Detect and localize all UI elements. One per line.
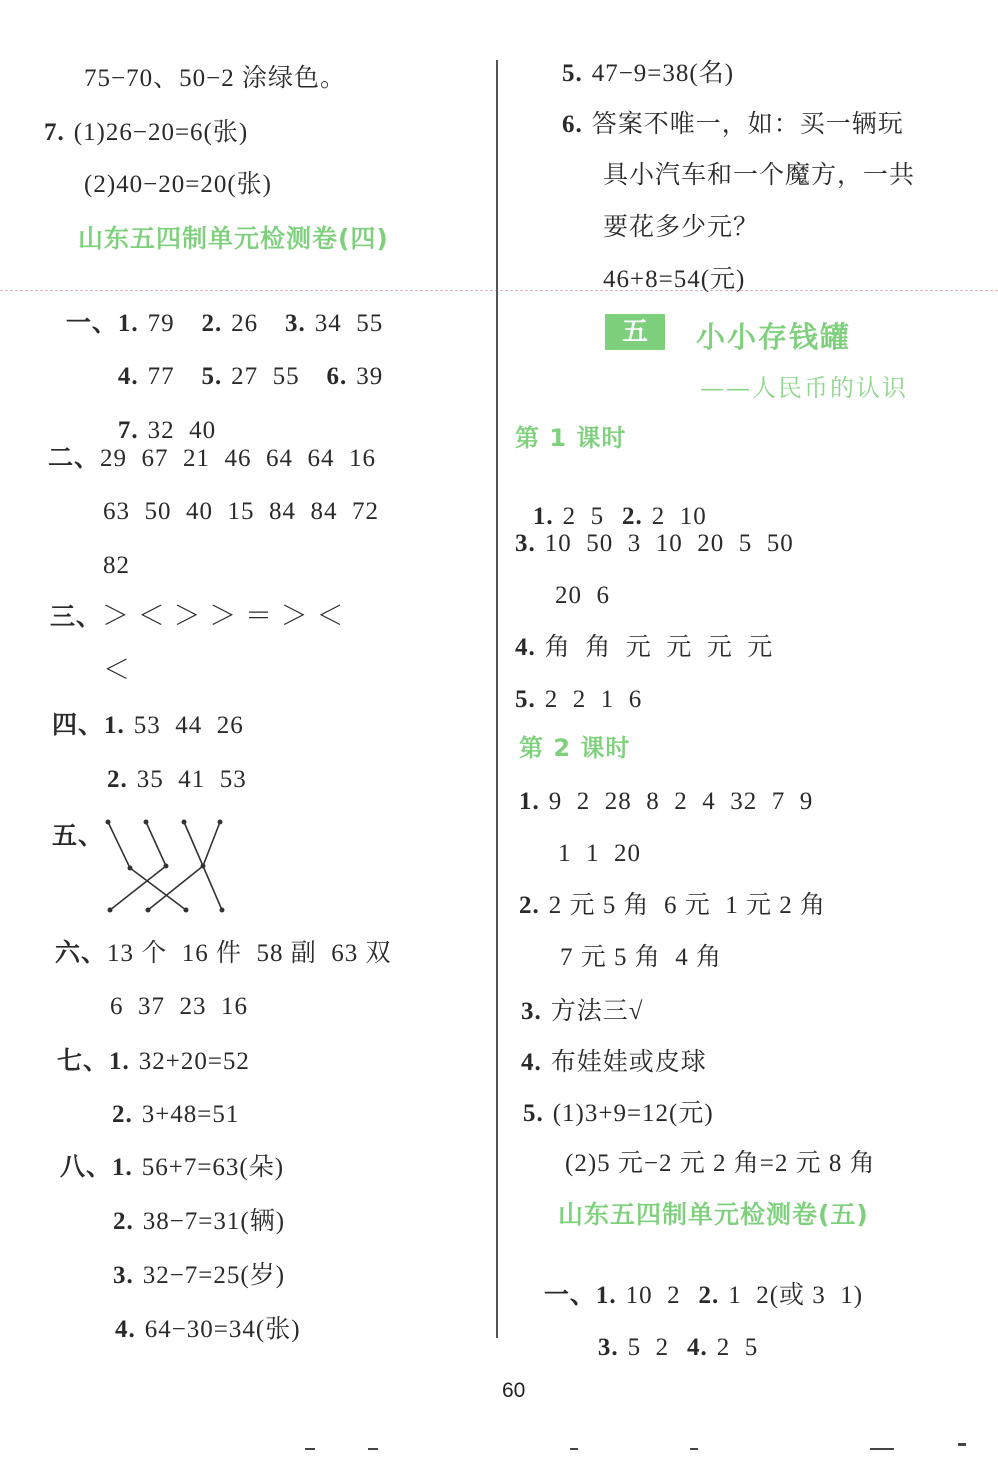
section-1-row-2: 4. 77 5. 27 55 6. 39 xyxy=(117,363,384,390)
lesson-1-row-4: 4. 角 角 元 元 元 元 xyxy=(515,634,774,661)
lesson-2-row-2: 1 1 20 xyxy=(558,840,641,867)
scan-mark xyxy=(570,1448,578,1450)
question-6-line-3: 要花多少元？ xyxy=(603,214,760,241)
section-4-row-1: 四、1. 53 44 26 xyxy=(52,712,244,739)
section-8-row-4: 4. 64−30=34(张) xyxy=(115,1316,301,1343)
scan-mark xyxy=(690,1448,698,1450)
question-7-b: (2)40−20=20(张) xyxy=(84,171,272,198)
section-1-row-3: 7. 32 40 xyxy=(117,417,217,444)
section-2-row-2: 63 50 40 15 84 84 72 xyxy=(103,498,379,525)
lesson-2-row-6: 4. 布娃娃或皮球 xyxy=(521,1049,707,1076)
section-5-label: 五、 xyxy=(52,823,105,850)
matching-lines-diagram xyxy=(100,812,230,916)
section-2-row-1: 二、29 67 21 46 64 64 16 xyxy=(48,445,377,472)
lesson-2-row-3: 2. 2 元 5 角 6 元 1 元 2 角 xyxy=(519,892,826,919)
section-6-row-2: 6 37 23 16 xyxy=(110,993,248,1020)
lesson-1-row-1: 1. 2 5 2. 2 10 xyxy=(532,503,707,530)
test-5-title: 山东五四制单元检测卷(五) xyxy=(558,1200,869,1229)
section-7-row-1: 七、1. 32+20=52 xyxy=(57,1048,250,1075)
unit-number-badge: 五 xyxy=(605,314,665,350)
question-6-line-2: 具小汽车和一个魔方，一共 xyxy=(603,162,916,189)
question-5: 5. 47−9=38(名) xyxy=(562,60,735,87)
section-2-row-3: 82 xyxy=(103,552,130,579)
section-8-row-1: 八、1. 56+7=63(朵) xyxy=(60,1154,285,1181)
scan-mark xyxy=(305,1448,315,1450)
lesson-2-row-5: 3. 方法三√ xyxy=(521,998,644,1025)
lesson-1-row-3: 20 6 xyxy=(555,582,610,609)
section-3-row-2: ＜ xyxy=(103,655,131,685)
section-7-row-2: 2. 3+48=51 xyxy=(112,1101,240,1128)
unit-subtitle: ——人民币的认识 xyxy=(700,374,908,402)
section-8-row-3: 3. 32−7=25(岁) xyxy=(113,1262,286,1289)
lesson-2-heading: 第 2 课时 xyxy=(519,734,631,762)
unit-title: 小小存钱罐 xyxy=(696,320,852,354)
question-7-a: 7. (1)26−20=6(张) xyxy=(44,119,249,146)
test-5-row-1: 一、1. 10 2 2. 1 2(或 3 1) xyxy=(543,1282,864,1309)
scan-mark xyxy=(870,1448,894,1450)
section-4-row-2: 2. 35 41 53 xyxy=(107,766,247,793)
lesson-2-row-1: 1. 9 2 28 8 2 4 32 7 9 xyxy=(519,788,814,815)
test-4-title: 山东五四制单元检测卷(四) xyxy=(78,224,389,253)
carry-over-line: 75−70、50−2 涂绿色。 xyxy=(84,65,346,92)
page-number: 60 xyxy=(502,1379,526,1402)
lesson-2-row-7: 5. (1)3+9=12(元) xyxy=(523,1100,714,1127)
question-6-line-1: 6. 答案不唯一，如：买一辆玩 xyxy=(562,111,904,138)
scan-mark xyxy=(958,1443,966,1446)
question-6-line-4: 46+8=54(元) xyxy=(603,266,746,293)
lesson-1-heading: 第 1 课时 xyxy=(515,424,627,452)
lesson-2-row-4: 7 元 5 角 4 角 xyxy=(560,944,723,971)
lesson-1-row-2: 3. 10 50 3 10 20 5 50 xyxy=(515,530,794,557)
test-5-row-2: 3. 5 2 4. 2 5 xyxy=(597,1334,759,1361)
section-1-row-1: 一、1. 79 2. 26 3. 34 55 xyxy=(65,310,384,337)
section-6-row-1: 六、13 个 16 件 58 副 63 双 xyxy=(55,940,392,967)
scan-mark xyxy=(368,1448,378,1450)
section-3-row-1: 三、＞ ＜ ＞ ＞ ＝ ＞ ＜ xyxy=(50,601,345,631)
lesson-2-row-8: (2)5 元−2 元 2 角=2 元 8 角 xyxy=(565,1150,876,1177)
lesson-1-row-5: 5. 2 2 1 6 xyxy=(515,686,643,713)
section-8-row-2: 2. 38−7=31(辆) xyxy=(113,1208,286,1235)
column-divider xyxy=(496,60,498,1338)
